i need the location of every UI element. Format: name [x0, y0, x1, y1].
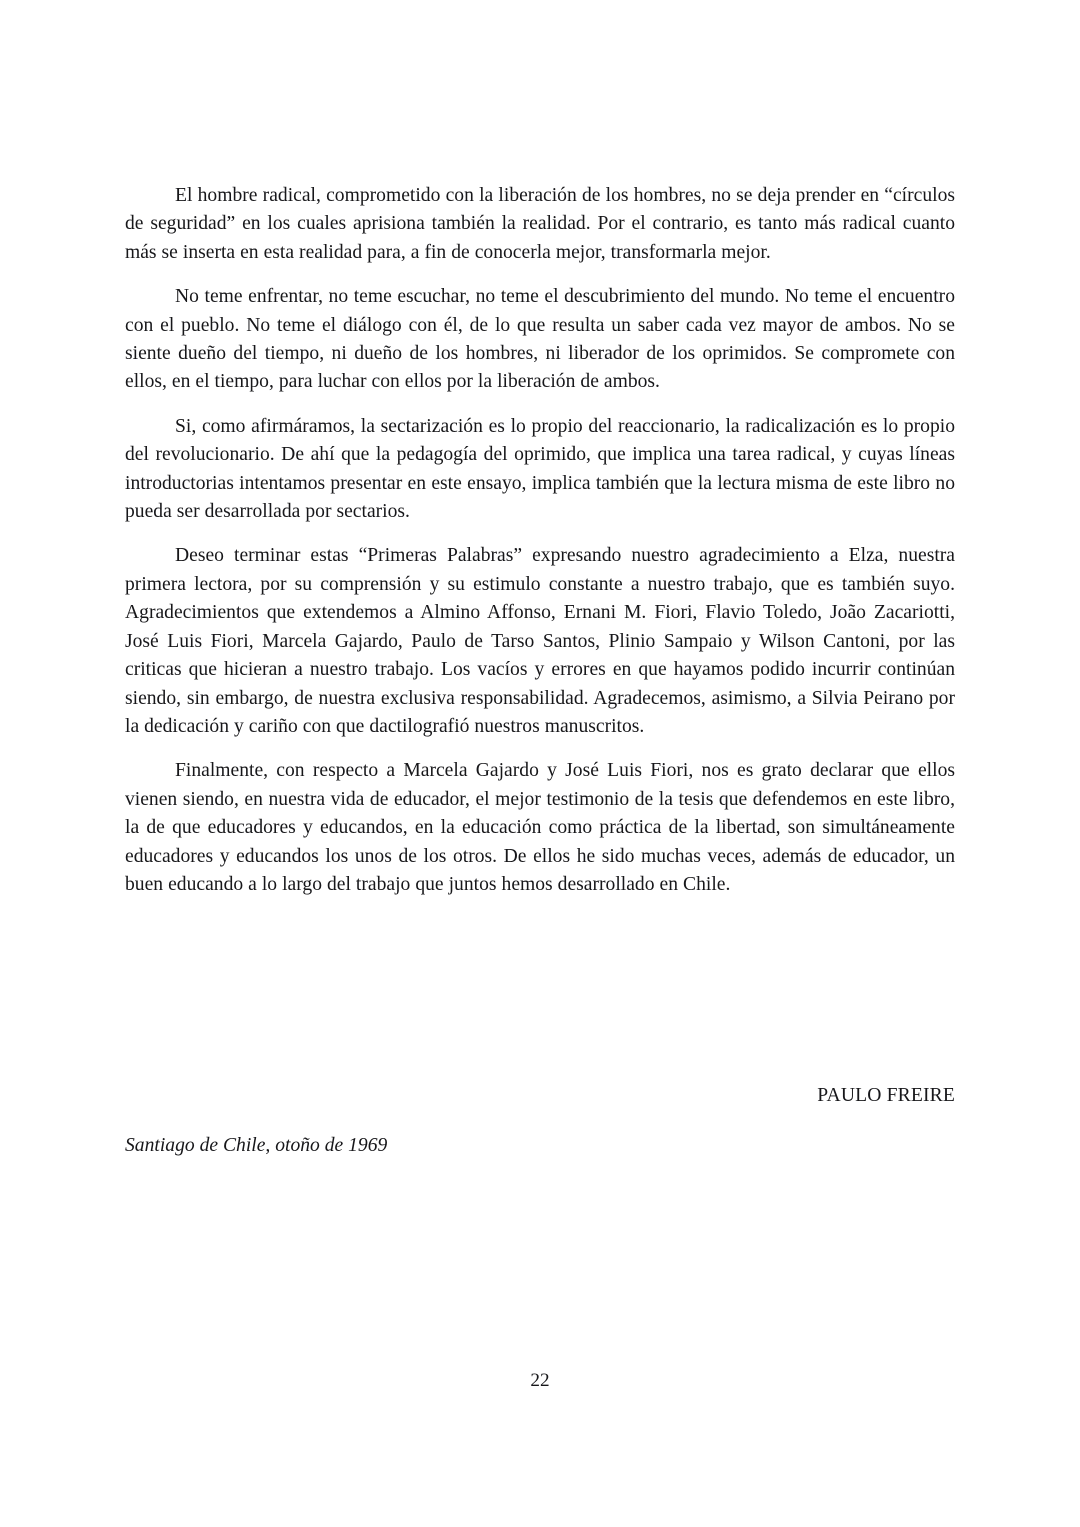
paragraph: El hombre radical, comprometido con la liberación de los hombres, no se deja prender en “círculos de seguridad” en los cuales aprisiona también la realidad. Por el contrario, es tanto más radical cuanto más se inserta en esta realidad para, a fin de conocerla mejor, transformarla mejor. — [125, 185, 955, 263]
page-footer — [0, 1368, 1080, 1394]
body-text-column — [125, 182, 955, 899]
page-number: 22 — [530, 1370, 550, 1391]
paragraph: Finalmente, con respecto a Marcela Gajardo y José Luis Fiori, nos es grato declarar que ellos vienen siendo, en nuestra vida de educador, el mejor testimonio de la tesis que defendemos en este libro, la de que educadores y educandos, en la educación como práctica de la libertad, son simultáneamente educadores y educandos los unos de los otros. De ellos he sido muchas veces, además de educador, un buen educando a lo largo del trabajo que juntos hemos desarrollado en Chile. — [125, 760, 955, 895]
paragraph: No teme enfrentar, no teme escuchar, no teme el descubrimiento del mundo. No teme el encuentro con el pueblo. No teme el diálogo con él, de lo que resulta un saber cada vez mayor de ambos. No se siente dueño del tiempo, ni dueño de los hombres, ni liberador de los oprimidos. Se compromete con ellos, en el tiempo, para luchar con ellos por la liberación de ambos. — [125, 286, 955, 393]
dateline-block — [125, 1132, 955, 1160]
paragraph: Deseo terminar estas “Primeras Palabras” expresando nuestro agradecimiento a Elza, nuestra primera lectora, por su comprensión y su estimulo constante a nuestro trabajo, que es también suyo. Agradecimientos que extendemos a Almino Affonso, Ernani M. Fiori, Flavio Toledo, João Zacariotti, José Luis Fiori, Marcela Gajardo, Paulo de Tarso Santos, Plinio Sampaio y Wilson Cantoni, por las criticas que hicieran a nuestro trabajo. Los vacíos y errores en que hayamos podido incurrir continúan siendo, sin embargo, de nuestra exclusiva responsabilidad. Agradecemos, asimismo, a Silvia Peirano por la dedicación y cariño con que dactilografió nuestros manuscritos. — [125, 545, 955, 737]
dateline: Santiago de Chile, otoño de 1969 — [125, 1135, 388, 1156]
author-signature: PAULO FREIRE — [817, 1085, 955, 1106]
paragraph: Si, como afirmáramos, la sectarización es lo propio del reaccionario, la radicalización es lo propio del revolucionario. De ahí que la pedagogía del oprimido, que implica una tarea radical, y cuyas líneas introductorias intentamos presentar en este ensayo, implica también que la lectura misma de este libro no pueda ser desarrollada por sectarios. — [125, 415, 955, 523]
signature-block — [125, 1082, 955, 1110]
